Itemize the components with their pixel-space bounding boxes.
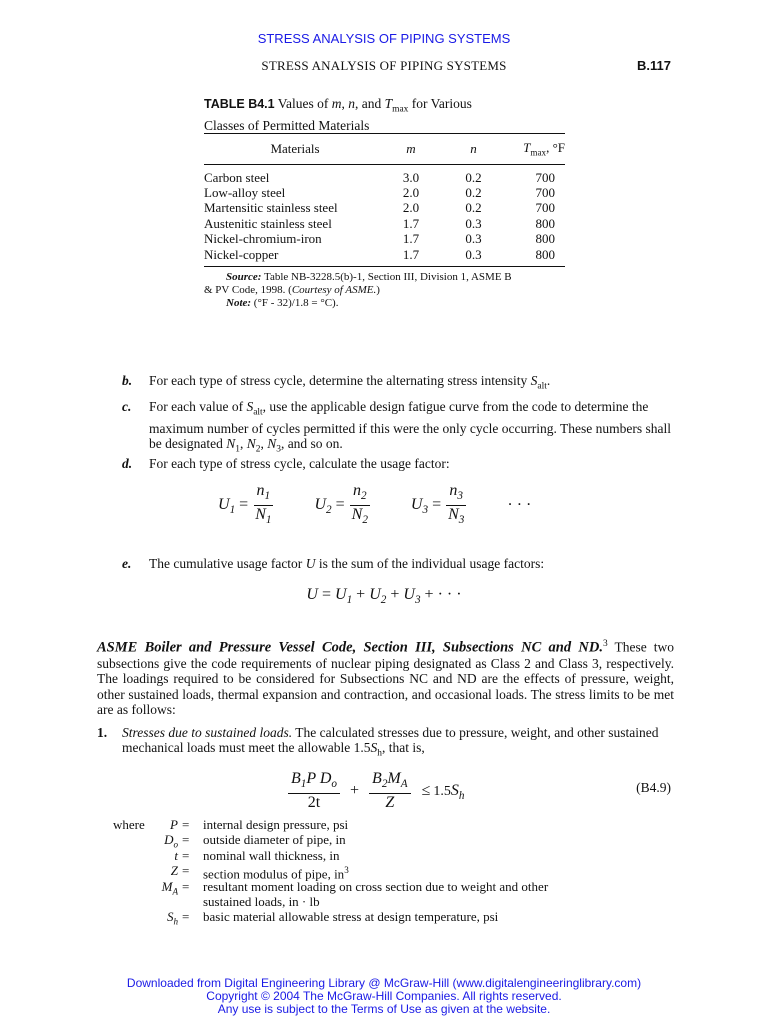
sym: S — [370, 740, 378, 755]
sub: 1 — [346, 594, 353, 607]
header-t-text: T — [523, 140, 531, 155]
caption-m: m — [331, 96, 342, 111]
sub: A — [172, 886, 178, 897]
fraction — [349, 482, 371, 529]
text: For each type of stress cycle, determine the alternating stress intensity — [149, 373, 531, 388]
sub: o — [331, 778, 338, 791]
denominator — [445, 506, 467, 529]
item-text — [122, 725, 674, 762]
cell-material: Low-alloy steel — [204, 185, 286, 200]
section-paragraph — [97, 637, 674, 718]
text: , and so on. — [280, 435, 343, 451]
sym: n — [449, 482, 458, 499]
sym: P — [170, 817, 178, 832]
numerator — [350, 482, 370, 506]
cell-m: 1.7 — [386, 247, 436, 267]
footer-copyright — [0, 977, 768, 1016]
sub: 1 — [264, 490, 271, 503]
term-u3 — [410, 482, 471, 527]
plus: + — [350, 781, 360, 799]
text: , — [260, 435, 268, 451]
sub: 1 — [265, 514, 272, 527]
table-row — [204, 231, 565, 246]
caption-line-2: Classes of Permitted Materials — [204, 117, 370, 133]
cell-tmax: 800 — [511, 247, 565, 267]
where-symbol — [174, 848, 178, 863]
term-u1 — [218, 482, 278, 527]
sym: B — [291, 770, 301, 787]
sym: S — [450, 781, 459, 799]
cell-tmax: 700 — [535, 169, 555, 185]
sym: n — [352, 482, 361, 499]
sub: 2 — [362, 514, 368, 527]
where-row — [0, 863, 768, 882]
term-u2 — [314, 482, 374, 527]
watermark-header: STRESS ANALYSIS OF PIPING SYSTEMS — [257, 31, 511, 46]
text: For each value of — [149, 399, 247, 414]
section-body: These two subsections give the code requirements of nuclear piping designated as Class 2 and Class 3, respectively. The loadings required to be considered for Subsections NC and ND are the effects of pressure, weight, other sustained loads, thermal expansion and contraction, and occasional loads. The stress limits to be met are as follows: — [97, 639, 674, 718]
sym: N — [448, 506, 459, 524]
table-row — [204, 164, 565, 185]
caption-n: n — [348, 96, 355, 111]
plus: + — [386, 586, 404, 603]
cell-material: Nickel-copper — [204, 247, 386, 267]
text: resultant moment loading on cross section due to weight and other — [203, 878, 549, 894]
where-definition: nominal wall thickness, in — [203, 847, 340, 863]
eq-sign: = — [432, 496, 442, 514]
list-item-c — [122, 399, 674, 455]
cell-material: Nickel-chromium-iron — [204, 231, 322, 247]
sub: h — [377, 748, 383, 759]
sub: 2 — [360, 490, 367, 503]
item-label: 1. — [97, 725, 108, 740]
footer-line[interactable]: Downloaded from Digital Engineering Library @ McGraw-Hill (www.digitalengineeringlibrary.com) — [126, 976, 642, 990]
sub: 3 — [458, 514, 465, 527]
item-text — [149, 399, 674, 457]
sym: S — [530, 373, 538, 388]
item-label: d. — [122, 456, 133, 471]
table-row — [204, 185, 565, 200]
header-t-sub: max — [530, 147, 547, 158]
table-caption — [204, 96, 574, 133]
header-t-unit: , °F — [546, 140, 565, 155]
header-n-text: n — [470, 140, 477, 156]
sub: 3 — [422, 504, 429, 517]
text: , — [239, 435, 247, 451]
eq-sign: = — [182, 863, 190, 879]
sym: S — [166, 909, 174, 925]
cell-m: 1.7 — [402, 215, 420, 231]
sym: U — [403, 586, 415, 603]
sym: N — [267, 435, 277, 451]
where-row — [0, 848, 768, 864]
plus: + · · · — [420, 586, 462, 603]
where-definition: internal design pressure, psi — [203, 817, 349, 832]
cell-n: 0.3 — [465, 215, 482, 231]
where-row — [0, 879, 768, 911]
numerator — [446, 482, 466, 506]
fraction — [288, 770, 340, 812]
fraction — [369, 770, 411, 812]
cell-n: 0.3 — [465, 231, 482, 247]
sym: N — [255, 506, 266, 524]
cell-tmax: 800 — [535, 231, 555, 247]
list-item-1 — [97, 725, 674, 757]
eq-sign: = — [182, 832, 190, 848]
sub: h — [458, 789, 465, 802]
sub: 1 — [229, 504, 236, 517]
cumulative-usage-equation — [0, 586, 768, 606]
where-definition: outside diameter of pipe, in — [203, 832, 346, 848]
materials-table — [204, 133, 565, 267]
equation-b4-9 — [284, 770, 464, 812]
sym: M — [387, 770, 401, 787]
sub: 2 — [381, 778, 388, 791]
cell-m: 2.0 — [402, 185, 420, 200]
list-item-d — [122, 456, 674, 472]
sym: U — [218, 496, 230, 514]
ellipsis: · · · — [507, 496, 532, 514]
caption-text: , — [341, 96, 349, 111]
footer-line: Copyright © 2004 The McGraw-Hill Companies. All rights reserved. — [206, 989, 562, 1003]
sym: U — [369, 586, 381, 603]
eq-sign: = — [317, 586, 336, 603]
denominator — [349, 506, 371, 529]
item-label: c. — [122, 399, 132, 414]
number: 1.5 — [433, 783, 451, 799]
sub: 2 — [380, 594, 387, 607]
where-symbol — [167, 909, 178, 930]
text: . — [546, 373, 551, 388]
sub: o — [173, 839, 178, 850]
source-text: Table NB-3228.5(b)-1, Section III, Division 1, ASME B — [261, 271, 512, 283]
numerator — [288, 770, 340, 794]
where-row — [0, 832, 768, 848]
sym: B — [372, 770, 382, 787]
where-symbol — [170, 817, 178, 832]
cell-n: 0.2 — [465, 185, 482, 200]
sym: U — [335, 586, 347, 603]
item-label: e. — [122, 556, 132, 571]
source-label: Source: — [226, 271, 262, 283]
header-tmax — [511, 134, 565, 165]
item-text — [149, 373, 674, 395]
sub: h — [173, 916, 178, 927]
list-item-b — [122, 373, 674, 392]
footnote-ref: 3 — [602, 639, 608, 649]
source-text: ) — [376, 284, 380, 296]
caption-text: , and — [355, 96, 385, 111]
sym: U — [306, 586, 318, 603]
item-text — [149, 556, 674, 571]
item-head: Stresses due to sustained loads. — [122, 725, 293, 740]
table-row — [204, 200, 565, 215]
where-symbol — [162, 879, 178, 900]
table-row — [204, 216, 565, 231]
text: , that is, — [382, 740, 425, 755]
running-head: STRESS ANALYSIS OF PIPING SYSTEMS — [261, 58, 507, 73]
item-text: For each type of stress cycle, calculate the usage factor: — [149, 456, 450, 471]
leq-sign: ≤ — [421, 781, 431, 799]
cell-m: 1.7 — [402, 231, 420, 247]
denominator — [382, 794, 397, 812]
sym: Z — [170, 863, 178, 879]
sym: n — [256, 482, 265, 499]
where-definition — [203, 879, 673, 910]
text: The calculated stresses due to pressure, weight, and other sustained mechanical loads must meet the allowable 1.5 — [122, 725, 659, 755]
note-text: (°F - 32)/1.8 = °C). — [251, 297, 339, 309]
sub: 3 — [457, 490, 464, 503]
sym: M — [161, 878, 173, 894]
cell-n: 0.2 — [465, 200, 482, 216]
sym: U — [314, 496, 327, 514]
sub: alt — [537, 381, 547, 392]
item-label: b. — [122, 373, 133, 388]
equation-number: (B4.9) — [636, 780, 671, 795]
text: The cumulative usage factor — [149, 556, 306, 571]
text: sustained loads, in · lb — [203, 894, 320, 909]
where-row — [0, 909, 768, 925]
sub: A — [400, 778, 408, 791]
sub: 1 — [300, 778, 307, 791]
caption-t-sub: max — [392, 104, 409, 115]
sub: 1 — [235, 444, 240, 455]
sym: Z — [385, 794, 395, 812]
eq-sign: = — [182, 909, 190, 925]
caption-t: T — [384, 96, 393, 111]
where-intro: where — [113, 817, 145, 832]
numerator — [254, 482, 274, 506]
cell-material: Carbon steel — [204, 169, 270, 185]
table-row — [204, 247, 565, 267]
cell-tmax: 700 — [535, 200, 555, 216]
eq-sign: = — [335, 496, 345, 514]
section-heading: ASME Boiler and Pressure Vessel Code, Section III, Subsections NC and ND. — [97, 639, 603, 656]
cell-m: 2.0 — [402, 200, 420, 216]
sym: N — [351, 506, 363, 524]
numerator — [369, 770, 411, 794]
table-header-row — [204, 134, 565, 165]
denominator — [252, 506, 274, 529]
sub: 3 — [276, 444, 281, 455]
cell-material: Austenitic stainless steel — [204, 215, 332, 231]
header-materials: Materials — [204, 134, 386, 165]
source-line — [204, 271, 574, 284]
note-line — [204, 297, 574, 310]
list-item-e — [122, 556, 674, 572]
denominator — [305, 794, 323, 812]
usage-factor-equation — [218, 482, 558, 529]
sym: N — [226, 435, 236, 451]
source-text: & PV Code, 1998. ( — [204, 284, 292, 296]
cell-material: Martensitic stainless steel — [204, 200, 338, 216]
sym: S — [246, 399, 254, 414]
sym: U — [305, 556, 316, 571]
sub: alt — [253, 407, 263, 418]
where-definition: basic material allowable stress at design temperature, psi — [203, 909, 499, 925]
footer-line: Any use is subject to the Terms of Use as given at the website. — [217, 1002, 551, 1016]
sub: 2 — [255, 444, 261, 455]
sub: 2 — [326, 504, 332, 517]
sym: P D — [306, 770, 332, 787]
source-line-2 — [204, 284, 574, 297]
where-symbol — [171, 863, 178, 878]
where-list — [0, 817, 768, 932]
eq-sign: = — [182, 847, 190, 863]
cell-m: 3.0 — [402, 169, 420, 185]
caption-text: for Various — [408, 96, 472, 111]
caption-text: Values of — [274, 96, 332, 111]
table-source-note — [204, 271, 574, 310]
table-label: TABLE B4.1 — [204, 97, 275, 111]
eq-sign: = — [182, 878, 190, 894]
cell-tmax: 800 — [535, 215, 555, 231]
fraction — [445, 482, 467, 529]
text: section modulus of pipe, in — [203, 866, 345, 882]
eq-sign: = — [239, 496, 249, 514]
fraction — [252, 482, 274, 529]
plus: + — [352, 586, 370, 603]
sym: t — [174, 847, 178, 863]
sym: U — [410, 496, 423, 514]
sym: 2t — [307, 794, 321, 812]
sym: D — [164, 832, 174, 848]
sym: N — [246, 435, 256, 451]
cell-n: 0.2 — [465, 169, 482, 185]
note-label: Note: — [226, 297, 252, 309]
header-m-text: m — [406, 140, 416, 156]
header-m — [386, 134, 436, 165]
cell-n: 0.3 — [436, 247, 511, 267]
page-number: B.117 — [637, 58, 671, 73]
text: , use the applicable design fatigue curve from the code to determine the maximum number of cycles permitted if this were the only cycle occurring. These numbers shall be designated — [149, 399, 671, 451]
sub: 3 — [414, 594, 421, 607]
where-row — [0, 817, 768, 833]
header-n — [436, 134, 511, 165]
cell-tmax: 700 — [535, 185, 555, 200]
text: is the sum of the individual usage factors: — [315, 556, 545, 571]
source-courtesy: Courtesy of ASME. — [291, 284, 377, 296]
sup: 3 — [344, 865, 349, 876]
eq-sign: = — [182, 817, 190, 832]
